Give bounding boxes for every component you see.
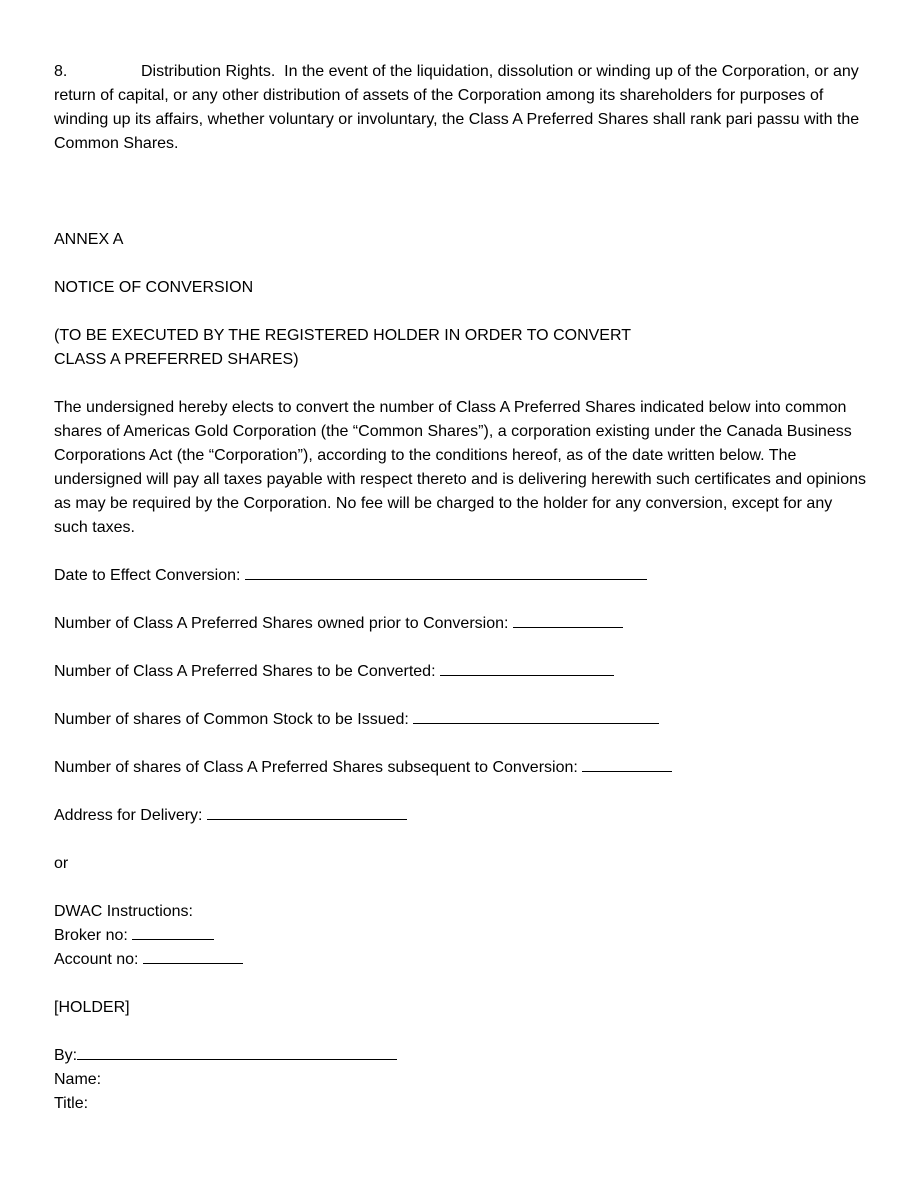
account-field-line[interactable]	[143, 948, 243, 964]
section-heading: Distribution Rights.	[141, 63, 276, 80]
subsequent-field-label: Number of shares of Class A Preferred Shares subsequent to Conversion:	[54, 759, 578, 776]
by-field-label: By:	[54, 1047, 78, 1064]
common-field-label: Number of shares of Common Stock to be Issued:	[54, 711, 409, 728]
date-field-row	[54, 564, 869, 588]
by-field-row	[54, 1044, 869, 1068]
section-number: 8.	[54, 63, 68, 80]
holder-label: [HOLDER]	[54, 999, 130, 1016]
dwac-block	[54, 900, 869, 972]
address-field-line[interactable]	[207, 804, 407, 820]
owned-field-label: Number of Class A Preferred Shares owned prior to Conversion:	[54, 615, 509, 632]
owned-field-line[interactable]	[513, 612, 623, 628]
account-field-label: Account no:	[54, 951, 139, 968]
broker-field-line[interactable]	[132, 924, 214, 940]
notice-subtitle	[54, 324, 869, 372]
broker-field-row	[54, 924, 869, 948]
date-field-line[interactable]	[245, 564, 647, 580]
spacer	[54, 156, 869, 204]
notice-body: The undersigned hereby elects to convert the number of Class A Preferred Shares indicated below into common shares of Americas Gold Corporation (the “Common Shares”), a corporation existing under the Canada Business Corporations Act (the “Corporation”), according to the conditions hereof, as of the date written below. The undersigned will pay all taxes payable with respect thereto and is delivering herewith such certificates and opinions as may be required by the Corporation. No fee will be charged to the holder for any conversion, except for any such taxes.	[54, 399, 867, 536]
notice-subtitle-line-1: (TO BE EXECUTED BY THE REGISTERED HOLDER IN ORDER TO CONVERT	[54, 327, 631, 344]
common-field-line[interactable]	[413, 708, 659, 724]
converted-field-label: Number of Class A Preferred Shares to be Converted:	[54, 663, 436, 680]
converted-field-line[interactable]	[440, 660, 614, 676]
date-field-label: Date to Effect Conversion:	[54, 567, 241, 584]
dwac-label: DWAC Instructions:	[54, 903, 193, 920]
notice-title: NOTICE OF CONVERSION	[54, 279, 254, 296]
address-field-label: Address for Delivery:	[54, 807, 203, 824]
account-field-row	[54, 948, 869, 972]
section-8-paragraph	[54, 60, 869, 156]
signature-block	[54, 1044, 869, 1116]
name-label: Name:	[54, 1071, 102, 1088]
section-text: In the event of the liquidation, dissolution or winding up of the Corporation, or any return of capital, or any other distribution of assets of the Corporation among its shareholders for purposes of winding up its affairs, whether voluntary or involuntary, the Class A Preferred Shares shall rank pari passu with the Common Shares.	[54, 63, 860, 152]
owned-field-row	[54, 612, 869, 636]
by-field-line[interactable]	[77, 1044, 397, 1060]
broker-field-label: Broker no:	[54, 927, 128, 944]
address-field-row	[54, 804, 869, 828]
subsequent-field-row	[54, 756, 869, 780]
or-text: or	[54, 855, 69, 872]
subsequent-field-line[interactable]	[582, 756, 672, 772]
title-label: Title:	[54, 1095, 89, 1112]
common-field-row	[54, 708, 869, 732]
annex-title: ANNEX A	[54, 231, 124, 248]
document-page	[54, 60, 869, 1116]
notice-subtitle-line-2: CLASS A PREFERRED SHARES)	[54, 351, 299, 368]
converted-field-row	[54, 660, 869, 684]
